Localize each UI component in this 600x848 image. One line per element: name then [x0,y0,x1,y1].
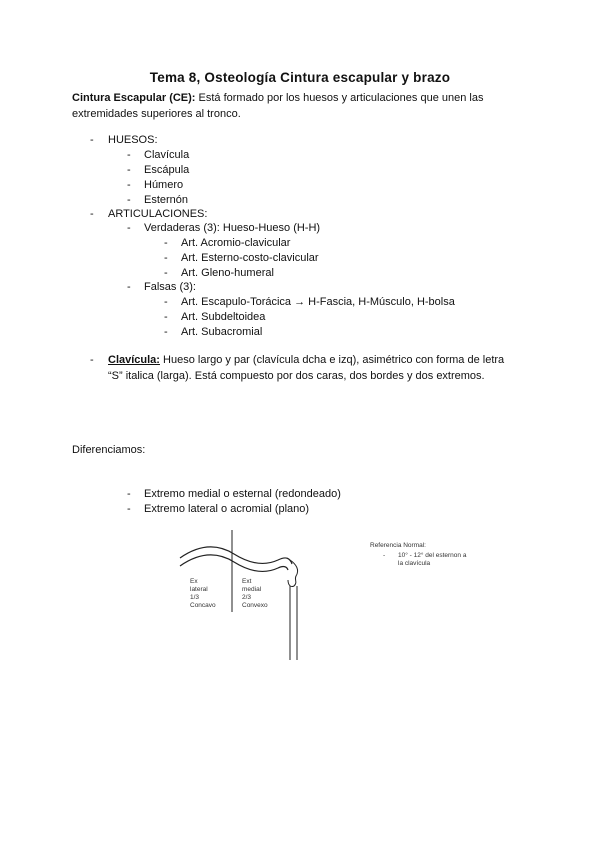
bullet-dash: - [127,149,131,161]
list-item: Escápula [144,164,190,176]
list-item: Art. Acromio-clavicular [181,237,291,249]
bullet-dash: - [90,354,94,366]
intro-term: Cintura Escapular (CE): [72,92,196,104]
bullet-dash: - [90,134,94,146]
list-item: Húmero [144,179,184,191]
bullet-dash: - [127,179,131,191]
falsas-label: Falsas (3): [144,281,196,293]
bullet-dash: - [164,237,168,249]
clavicula-paragraph [108,352,508,384]
clavicula-term: Clavícula: [108,354,160,366]
bullet-dash: - [127,164,131,176]
bullet-dash: - [127,503,131,515]
bullet-dash: - [127,488,131,500]
diferenciamos-label: Diferenciamos: [72,444,146,456]
bullet-dash: - [164,252,168,264]
reference-item: 10° - 12° del esternon a la clavícula [398,552,467,567]
clavicle-lower-edge [180,555,288,571]
verdaderas-label: Verdaderas (3): Hueso-Hueso (H-H) [144,222,321,234]
list-item: Esternón [144,194,189,206]
clavicula-text: Hueso largo y par (clavícula dcha e izq), asimétrico con forma de letra “S” italica (larga). Está compuesto por dos caras, dos bordes y dos extremos. [108,354,505,382]
bullet-dash: - [127,194,131,206]
acromion-end [288,560,298,587]
bullet-dash: - [164,326,168,338]
bullet-dash: - [90,208,94,220]
intro-paragraph [72,90,532,122]
list-item: Clavícula [144,149,190,161]
bullet-dash: - [164,296,168,308]
list-item: Extremo lateral o acromial (plano) [144,503,310,515]
bullet-dash: - [127,281,131,293]
list-item: Art. Escapulo-Torácica → H-Fascia, H-Músculo, H-bolsa [181,296,455,308]
list-item: Art. Subacromial [181,326,263,338]
list-item: Extremo medial o esternal (redondeado) [144,488,341,500]
list-item: Art. Gleno-humeral [181,267,274,279]
bullet-dash: - [127,222,131,234]
clavicle-upper-edge [180,547,292,564]
articulaciones-label: ARTICULACIONES: [108,208,208,220]
bullet-dash: - [164,267,168,279]
huesos-label: HUESOS: [108,134,158,146]
medial-label: Ext medial 2/3 Convexo [242,578,268,609]
lateral-label: Ex lateral 1/3 Concavo [190,578,216,609]
list-item: Art. Subdeltoidea [181,311,266,323]
page-title: Tema 8, Osteología Cintura escapular y brazo [149,70,451,85]
reference-title: Referencia Normal: [370,542,426,549]
list-item: Art. Esterno-costo-clavicular [181,252,319,264]
reference-dash: - [383,552,386,559]
bullet-dash: - [164,311,168,323]
intro-text: Está formado por los huesos y articulaciones que unen las extremidades superiores al tronco. [72,92,484,120]
